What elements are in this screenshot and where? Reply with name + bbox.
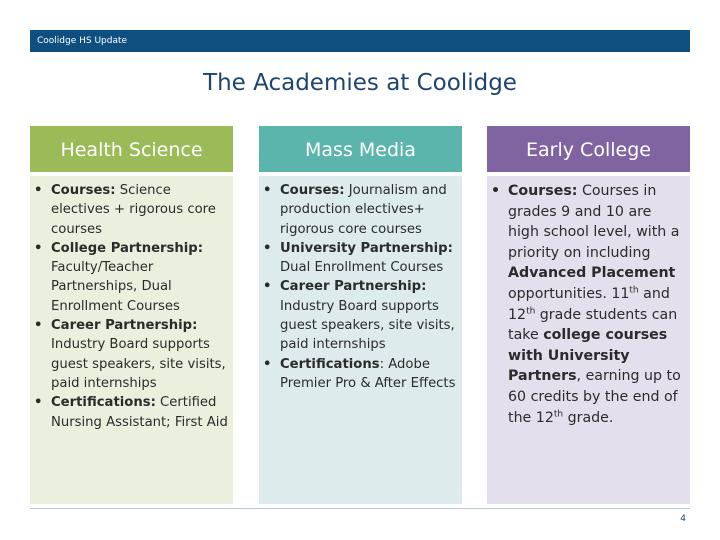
item-text: and 12 [508, 285, 670, 323]
bullet: • [491, 183, 501, 199]
academy-column-early-college [487, 126, 690, 426]
bullet: • [263, 356, 272, 372]
column-heading: Early College [487, 126, 690, 172]
bullet: • [263, 279, 272, 295]
list-item [263, 239, 458, 278]
bullet: • [263, 240, 272, 256]
item-lead: Courses: [508, 183, 578, 199]
list-item [263, 181, 458, 239]
bullet: • [34, 318, 43, 334]
item-lead: Courses: [51, 183, 116, 198]
bullet: • [34, 395, 43, 411]
list-item [34, 239, 229, 316]
item-text: , earning up to 60 credits by the end of the 12 [508, 368, 681, 426]
list-item [491, 181, 686, 428]
ordinal-suffix: th [629, 285, 639, 296]
bullet: • [34, 240, 43, 256]
item-emphasis: college courses with University Partners [508, 327, 668, 385]
item-lead: Career Partnership: [51, 318, 198, 334]
column-heading: Mass Media [259, 126, 462, 172]
list-item [263, 355, 458, 394]
item-lead: Certifications: [51, 395, 156, 411]
ordinal-suffix: th [526, 305, 536, 316]
item-text: Journalism and production electives+ rigorous core courses [280, 183, 447, 237]
item-text: : Adobe Premier Pro & After Effects [280, 356, 456, 391]
header-title: Coolidge HS Update [37, 36, 128, 46]
list-item [34, 393, 229, 432]
item-text: Industry Board supports guest speakers, site visits, paid internships [51, 337, 226, 391]
item-text: grade. [563, 409, 614, 426]
column-body [30, 176, 233, 504]
ordinal-suffix: th [553, 408, 564, 419]
academy-feature-list [263, 181, 458, 393]
footer-divider [30, 508, 690, 509]
item-text: Certified Nursing Assistant; First Aid [51, 395, 228, 430]
academy-feature-list [491, 181, 686, 428]
item-text: Science electives + rigorous core courses [51, 183, 216, 237]
academy-column-mass-media [259, 126, 462, 391]
academy-column-health-science [30, 126, 233, 430]
list-item [34, 316, 229, 393]
item-lead: Career Partnership: [280, 279, 427, 295]
item-text: Dual Enrollment Courses [280, 260, 444, 276]
item-text: grade students can take [508, 306, 678, 344]
item-text: Courses in grades 9 and 10 are high school level, with a priority on including [508, 183, 680, 261]
item-text: opportunities. 11 [508, 285, 630, 302]
item-lead: Certifications [280, 356, 380, 372]
academy-feature-list [34, 181, 229, 432]
item-emphasis: Advanced Placement [508, 265, 676, 282]
item-lead: Courses: [280, 183, 345, 198]
column-body [487, 176, 690, 504]
bullet: • [34, 183, 43, 198]
page-number: 4 [680, 514, 686, 524]
column-heading: Health Science [30, 126, 233, 172]
list-item [34, 181, 229, 239]
list-item [263, 277, 458, 354]
column-body [259, 176, 462, 504]
item-lead: University Partnership: [280, 240, 453, 256]
header-bar [30, 30, 690, 52]
item-lead: College Partnership: [51, 240, 204, 256]
page-title: The Academies at Coolidge [203, 70, 517, 96]
bullet: • [263, 183, 272, 198]
item-text: Industry Board supports guest speakers, site visits, paid internships [280, 298, 455, 353]
item-text: Faculty/Teacher Partnerships, Dual Enrollment Courses [51, 260, 180, 314]
